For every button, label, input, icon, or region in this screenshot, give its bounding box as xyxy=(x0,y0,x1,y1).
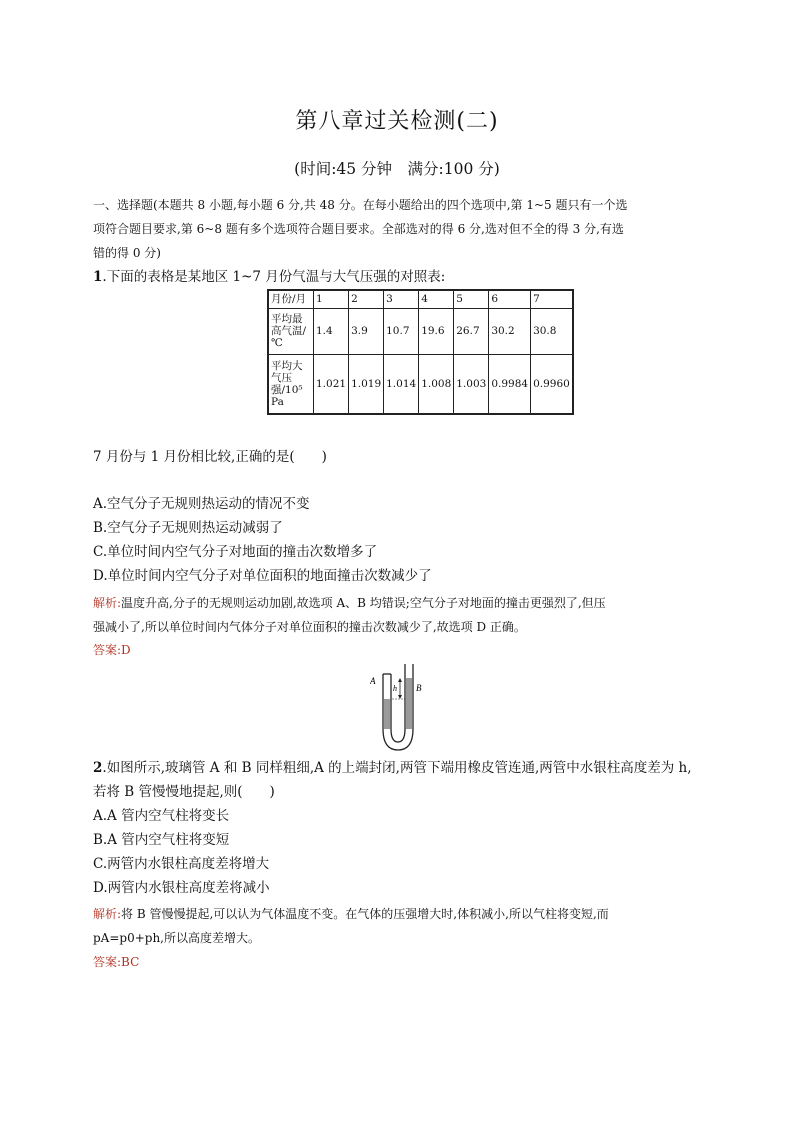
q1-question: 7 月份与 1 月份相比较,正确的是( ) xyxy=(93,449,327,465)
label-a: A xyxy=(370,676,376,686)
q2-option-a: A.A 管内空气柱将变长 xyxy=(93,808,230,824)
q1-option-a: A.空气分子无规则热运动的情况不变 xyxy=(93,496,310,512)
u-tube-figure xyxy=(370,664,430,756)
table-cell: 4 xyxy=(419,290,454,308)
page-title: 第八章过关检测(二) xyxy=(295,109,499,134)
q1-option-b: B.空气分子无规则热运动减弱了 xyxy=(93,520,283,536)
table-cell: 1 xyxy=(314,290,349,308)
q2-number: 2 xyxy=(93,760,103,776)
table-row xyxy=(268,354,573,414)
table-cell: 平均最高气温/℃ xyxy=(268,308,314,354)
temperature-pressure-table xyxy=(267,289,574,415)
q1-answer: 答案:D xyxy=(93,643,131,657)
u-tube-diagram xyxy=(370,664,430,752)
q1-analysis-line-1 xyxy=(93,597,606,609)
table-cell: 1.021 xyxy=(314,354,349,414)
table-cell: 6 xyxy=(489,290,531,308)
table-cell: 1.014 xyxy=(384,354,419,414)
table-cell: 30.2 xyxy=(489,308,531,354)
table-cell: 7 xyxy=(531,290,573,308)
q2-option-c: C.两管内水银柱高度差将增大 xyxy=(93,856,270,872)
exam-info: (时间:45 分钟 满分:100 分) xyxy=(294,160,500,178)
q1-number: 1 xyxy=(93,269,103,285)
table-cell: 10.7 xyxy=(384,308,419,354)
q1-option-d: D.单位时间内空气分子对单位面积的地面撞击次数减少了 xyxy=(93,568,432,584)
table-cell: 1.4 xyxy=(314,308,349,354)
q1-option-c: C.单位时间内空气分子对地面的撞击次数增多了 xyxy=(93,544,378,560)
table-header-row xyxy=(268,290,573,308)
table-cell: 26.7 xyxy=(454,308,489,354)
table-row xyxy=(268,308,573,354)
q2-option-b: B.A 管内空气柱将变短 xyxy=(93,832,230,848)
q1-stem xyxy=(93,271,445,285)
table-cell: 5 xyxy=(454,290,489,308)
q2-analysis-line-2: pA=p0+ph,所以高度差增大。 xyxy=(93,931,260,945)
q2-stem-line-2: 若将 B 管慢慢地提起,则( ) xyxy=(93,784,275,800)
q2-option-d: D.两管内水银柱高度差将减小 xyxy=(93,880,270,896)
table-cell: 0.9960 xyxy=(531,354,573,414)
table-cell: 3 xyxy=(384,290,419,308)
section-intro-line-3: 错的得 0 分) xyxy=(93,246,161,260)
table-cell: 1.003 xyxy=(454,354,489,414)
table-cell: 3.9 xyxy=(349,308,384,354)
label-h: h xyxy=(393,684,397,693)
table-cell: 30.8 xyxy=(531,308,573,354)
analysis-label: 解析: xyxy=(93,907,122,921)
q2-analysis-line-1 xyxy=(93,908,609,920)
q2-stem-text: .如图所示,玻璃管 A 和 B 同样粗细,A 的上端封闭,两管下端用橡皮管连通,两管中水银柱高度差为 h, xyxy=(102,760,692,776)
table-cell: 0.9984 xyxy=(489,354,531,414)
section-intro-line-2: 项符合题目要求,第 6~8 题有多个选项符合题目要求。全部选对的得 6 分,选对但不全的得 3 分,有选 xyxy=(93,222,624,236)
q2-stem-line-1 xyxy=(93,762,692,776)
table-cell: 月份/月 xyxy=(268,290,314,308)
q2-analysis-text-1: 将 B 管慢慢提起,可以认为气体温度不变。在气体的压强增大时,体积减小,所以气柱将变短,而 xyxy=(121,907,609,921)
section-intro-line-1: 一、选择题(本题共 8 小题,每小题 6 分,共 48 分。在每小题给出的四个选项中,第 1~5 题只有一个选 xyxy=(93,198,628,212)
table-cell: 2 xyxy=(349,290,384,308)
q1-stem-text: .下面的表格是某地区 1~7 月份气温与大气压强的对照表: xyxy=(102,269,446,285)
table-cell: 1.008 xyxy=(419,354,454,414)
table-cell: 平均大气压强/10⁵ Pa xyxy=(268,354,314,414)
analysis-label: 解析: xyxy=(93,596,122,610)
q2-answer: 答案:BC xyxy=(93,955,140,969)
table-cell: 1.019 xyxy=(349,354,384,414)
q1-analysis-text-1: 温度升高,分子的无规则运动加剧,故选项 A、B 均错误;空气分子对地面的撞击更强烈了,但压 xyxy=(121,596,606,610)
q1-analysis-line-2: 强减小了,所以单位时间内气体分子对单位面积的撞击次数减少了,故选项 D 正确。 xyxy=(93,620,526,634)
label-b: B xyxy=(416,683,422,693)
table-cell: 19.6 xyxy=(419,308,454,354)
